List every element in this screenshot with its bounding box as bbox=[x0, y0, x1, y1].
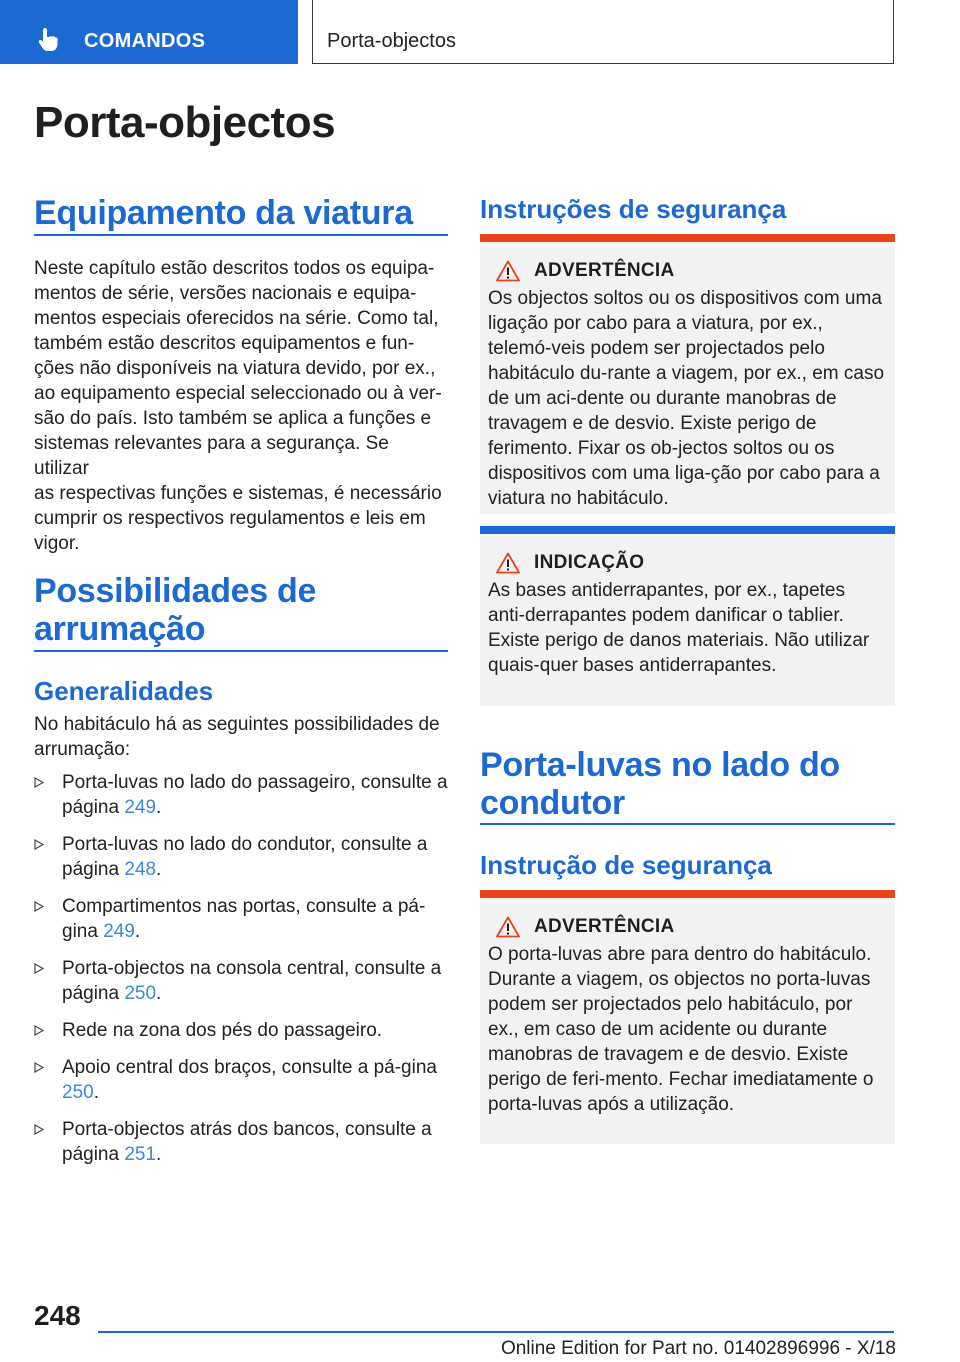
warning-bar bbox=[480, 234, 895, 242]
notice-bar bbox=[480, 526, 895, 534]
notice-title: INDICAÇÃO bbox=[534, 552, 645, 573]
warning-text: Os objectos soltos ou os dispositivos com uma ligação por cabo para a viatura, por ex., telemó-veis podem ser projectados pelo habitáculo du-rante a viagem, por ex., em caso de um aci-dente ou durante manobras de travagem e de desvio. Existe perigo de ferimento. Fixar os ob-jectos soltos ou os dispositivos com uma liga-ção por cabo para a viatura no habitáculo. bbox=[488, 288, 885, 509]
instruction-heading: Instrução de segurança bbox=[480, 850, 772, 880]
list-item: Porta-objectos na consola central, consulte a página 250. bbox=[34, 956, 448, 1006]
warning-title: ADVERTÊNCIA bbox=[534, 260, 675, 281]
heading-rule bbox=[480, 823, 895, 825]
triangle-bullet-icon bbox=[34, 777, 44, 788]
list-item: Porta-objectos atrás dos bancos, consulte a página 251. bbox=[34, 1117, 448, 1167]
warning-bar bbox=[480, 890, 895, 898]
warning-triangle-icon bbox=[496, 552, 520, 574]
notice-box bbox=[480, 526, 895, 706]
general-paragraph: No habitáculo há as seguintes possibilidades de arrumação: bbox=[34, 714, 440, 760]
page-link[interactable]: 251 bbox=[124, 1144, 157, 1165]
page-link[interactable]: 250 bbox=[124, 983, 157, 1004]
glovebox-heading: Porta-luvas no lado do condutor bbox=[480, 746, 840, 822]
equipment-paragraph: Neste capítulo estão descritos todos os equipa- mentos de série, versões nacionais e equipa- mentos especiais oferecidos na série. Como tal, também estão descritos equipamentos e fun- ções não disponíveis na viatura devido, por ex., ao equipamento especial seleccionado ou à ver- são do país. Isto também se aplica a funções e sistemas relevantes para a segurança. Se utilizar as respectivas funções e sistemas, é necessário cumprir os respectivos regulamentos e leis em vigor. bbox=[34, 258, 442, 554]
triangle-bullet-icon bbox=[34, 1025, 44, 1036]
list-item: Apoio central dos braços, consulte a pá-gina 250. bbox=[34, 1055, 448, 1105]
storage-list bbox=[34, 770, 448, 1179]
storage-heading: Possibilidades de arrumação bbox=[34, 572, 317, 648]
page-title: Porta-objectos bbox=[34, 98, 336, 147]
triangle-bullet-icon bbox=[34, 1062, 44, 1073]
section-tab[interactable] bbox=[0, 0, 298, 64]
general-heading: Generalidades bbox=[34, 676, 214, 706]
safety-heading: Instruções de segurança bbox=[480, 194, 787, 224]
page-link[interactable]: 249 bbox=[124, 797, 157, 818]
warning-box bbox=[480, 234, 895, 514]
list-item: Compartimentos nas portas, consulte a pá-gina 249. bbox=[34, 894, 448, 944]
section-title: Porta-objectos bbox=[327, 30, 456, 52]
notice-text: As bases antiderrapantes, por ex., tapetes anti-derrapantes podem danificar o tablier. Existe perigo de danos materiais. Não utilizar quais-quer bases antiderrapantes. bbox=[488, 580, 870, 676]
heading-rule bbox=[34, 650, 448, 652]
footer-rule bbox=[98, 1331, 894, 1333]
equipment-heading: Equipamento da viatura bbox=[34, 194, 413, 232]
hand-pointer-icon bbox=[36, 26, 62, 52]
page-link[interactable]: 250 bbox=[62, 1082, 94, 1103]
list-item: Porta-luvas no lado do condutor, consulte a página 248. bbox=[34, 832, 448, 882]
page-link[interactable]: 249 bbox=[103, 921, 135, 942]
triangle-bullet-icon bbox=[34, 839, 44, 850]
list-item: Porta-luvas no lado do passageiro, consulte a página 249. bbox=[34, 770, 448, 820]
page-link[interactable]: 248 bbox=[124, 859, 157, 880]
triangle-bullet-icon bbox=[34, 1124, 44, 1135]
heading-rule bbox=[34, 234, 448, 236]
list-item: Rede na zona dos pés do passageiro. bbox=[34, 1018, 448, 1043]
warning-triangle-icon bbox=[496, 916, 520, 938]
warning-box bbox=[480, 890, 895, 1144]
warning-triangle-icon bbox=[496, 260, 520, 282]
warning-title: ADVERTÊNCIA bbox=[534, 916, 675, 937]
edition-text: Online Edition for Part no. 01402896996 - X/18 bbox=[500, 1338, 896, 1359]
page-number: 248 bbox=[34, 1300, 81, 1331]
triangle-bullet-icon bbox=[34, 963, 44, 974]
triangle-bullet-icon bbox=[34, 901, 44, 912]
section-title-box bbox=[312, 0, 894, 64]
warning-text: O porta-luvas abre para dentro do habitáculo. Durante a viagem, os objectos no porta-luvas podem ser projectados pelo habitáculo, por ex., em caso de um acidente ou durante manobras de travagem e de desvio. Existe perigo de feri-mento. Fechar imediatamente o porta-luvas após a utilização. bbox=[488, 944, 874, 1115]
section-tab-label: COMANDOS bbox=[84, 30, 206, 52]
